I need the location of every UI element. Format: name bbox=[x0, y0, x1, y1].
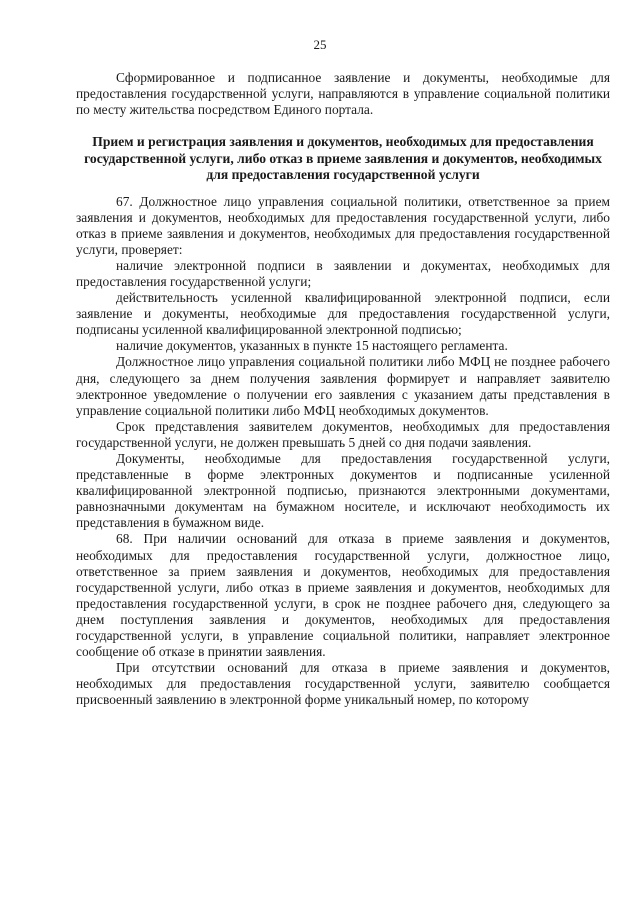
paragraph-documents-presence: наличие документов, указанных в пункте 15 настоящего регламента. bbox=[116, 338, 508, 354]
intro-paragraph: Сформированное и подписанное заявление и документы, необходимые для предоставления государственной услуги, направляются в управление социальной политики по месту жительства посредством Единого портала. bbox=[76, 70, 610, 118]
paragraph-signature-validity: действительность усиленной квалифицированной электронной подписи, если заявление и документы, необходимые для предоставления государственной услуги, подписаны усиленной квалифицированной электронной подписью; bbox=[76, 290, 610, 338]
section-heading: Прием и регистрация заявления и документов, необходимых для предоставления государственной услуги, либо отказ в приеме заявления и документов, необходимых для предоставления государственной услуги bbox=[84, 134, 602, 183]
paragraph-signature-check: наличие электронной подписи в заявлении и документах, необходимых для предоставления государственной услуги; bbox=[76, 257, 610, 289]
paragraph-unique-number: При отсутствии оснований для отказа в приеме заявления и документов, необходимых для предоставления государственной услуги, заявителю сообщается присвоенный заявлению в электронной форме уникальный номер, по которому bbox=[76, 660, 610, 708]
paragraph-deadline: Срок представления заявителем документов, необходимых для предоставления государственной услуги, не должен превышать 5 дней со дня подачи заявления. bbox=[76, 418, 610, 450]
paragraph-electronic-documents: Документы, необходимые для предоставления государственной услуги, представленные в форме электронных документов и подписанные усиленной квалифицированной электронной подписью, признаются электронными документами, равнозначными документам на бумажном носителе, и исключают необходимость их представления в бумажном виде. bbox=[76, 451, 610, 531]
page-content bbox=[76, 70, 610, 709]
paragraph-68: 68. При наличии оснований для отказа в приеме заявления и документов, необходимых для предоставления государственной услуги, должностное лицо, ответственное за прием заявления и документов, необходимых для предоставления государственной услуги, либо отказ в приеме заявления и документов, необходимых для предоставления государственной услуги, в срок не позднее рабочего дня, следующего за днем поступления заявления и документов, необходимых для предоставления государственной услуги, в управление социальной политики, направляет электронное сообщение об отказе в принятии заявления. bbox=[76, 531, 610, 660]
paragraph-notification: Должностное лицо управления социальной политики либо МФЦ не позднее рабочего дня, следующего за днем получения заявления формирует и направляет заявителю электронное уведомление о получении его заявления с указанием даты представления в управление социальной политики либо МФЦ необходимых документов. bbox=[76, 354, 610, 418]
page-number: 25 bbox=[313, 37, 327, 52]
paragraph-67: 67. Должностное лицо управления социальной политики, ответственное за прием заявления и документов, необходимых для предоставления государственной услуги, либо отказ в приеме заявления и документов, необходимых для предоставления государственной услуги, проверяет: bbox=[76, 193, 610, 257]
